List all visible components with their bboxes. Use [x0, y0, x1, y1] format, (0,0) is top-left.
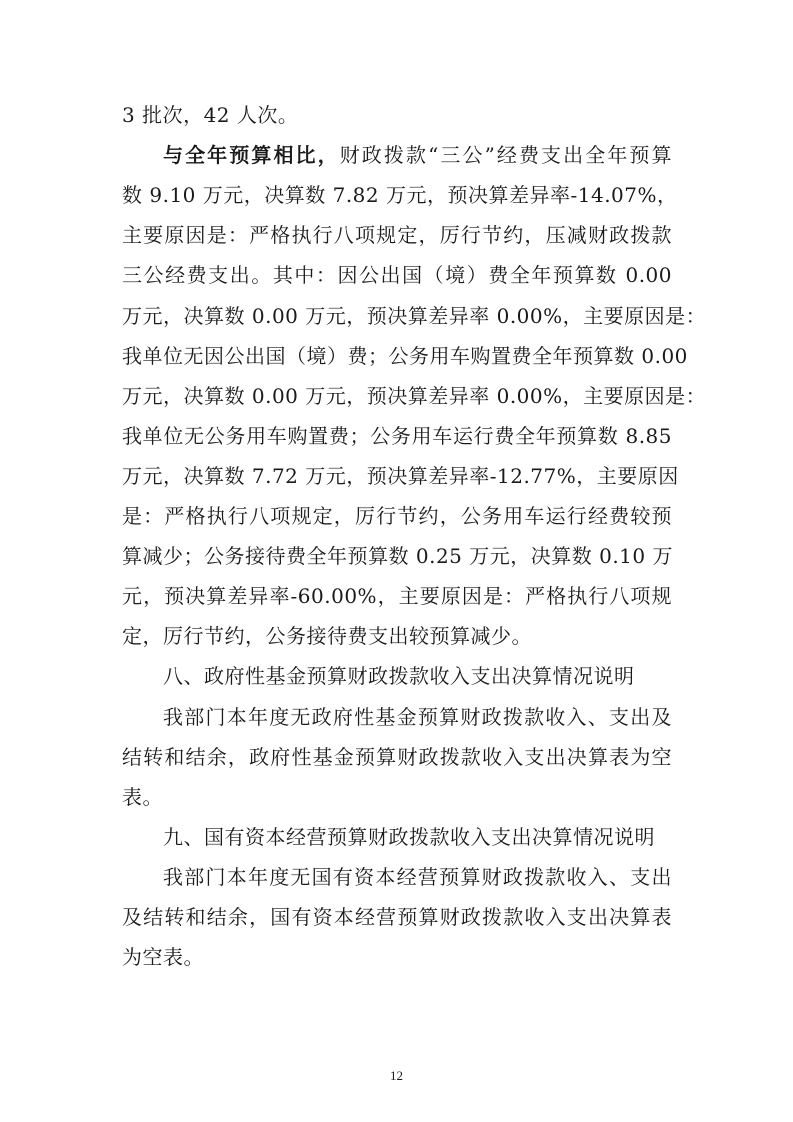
section-heading: 九、国有资本经营预算财政拨款收入支出决算情况说明 — [163, 824, 655, 849]
page-number: 12 — [390, 1068, 403, 1083]
paragraph-text: 财政拨款“三公”经费支出全年预算 — [339, 143, 673, 168]
paragraph-line: 3 批次，42 人次。 — [122, 103, 299, 127]
paragraph-line: 我部门本年度无政府性基金预算财政拨款收入、支出及 — [163, 704, 672, 729]
paragraph-line: 数 9.10 万元，决算数 7.82 万元，预决算差异率-14.07%， — [122, 183, 678, 208]
paragraph-line: 万元，决算数 0.00 万元，预决算差异率 0.00%，主要原因是： — [122, 303, 707, 328]
paragraph-line: 我单位无公务用车购置费；公务用车运行费全年预算数 8.85 — [122, 423, 672, 448]
paragraph-line: 及结转和结余，国有资本经营预算财政拨款收入支出决算表 — [122, 905, 672, 929]
paragraph-line: 三公经费支出。其中：因公出国（境）费全年预算数 0.00 — [122, 263, 672, 288]
paragraph-first-line — [163, 141, 672, 169]
paragraph-line-overflow: 为空表。 — [122, 945, 204, 970]
paragraph-line: 我部门本年度无国有资本经营预算财政拨款收入、支出 — [163, 864, 672, 889]
paragraph-line: 万元，决算数 0.00 万元，预决算差异率 0.00%，主要原因是： — [122, 383, 707, 408]
paragraph-line: 定，厉行节约，公务接待费支出较预算减少。 — [122, 624, 532, 649]
paragraph-line: 算减少；公务接待费全年预算数 0.25 万元，决算数 0.10 万 — [122, 544, 673, 569]
paragraph-line: 表。 — [122, 784, 163, 809]
bold-lead-text: 与全年预算相比， — [163, 143, 340, 168]
paragraph-line: 我单位无因公出国（境）费；公务用车购置费全年预算数 0.00 — [122, 343, 688, 368]
paragraph-line: 结转和结余，政府性基金预算财政拨款收入支出决算表为空 — [122, 744, 672, 769]
paragraph-line: 是：严格执行八项规定，厉行节约，公务用车运行经费较预 — [122, 504, 672, 528]
paragraph-line: 元，预决算差异率-60.00%，主要原因是：严格执行八项规 — [122, 584, 672, 609]
section-heading: 八、政府性基金预算财政拨款收入支出决算情况说明 — [163, 664, 635, 689]
paragraph-line: 万元，决算数 7.72 万元，预决算差异率-12.77%，主要原因 — [122, 463, 679, 488]
paragraph-line: 主要原因是：严格执行八项规定，厉行节约，压减财政拨款 — [122, 223, 672, 248]
